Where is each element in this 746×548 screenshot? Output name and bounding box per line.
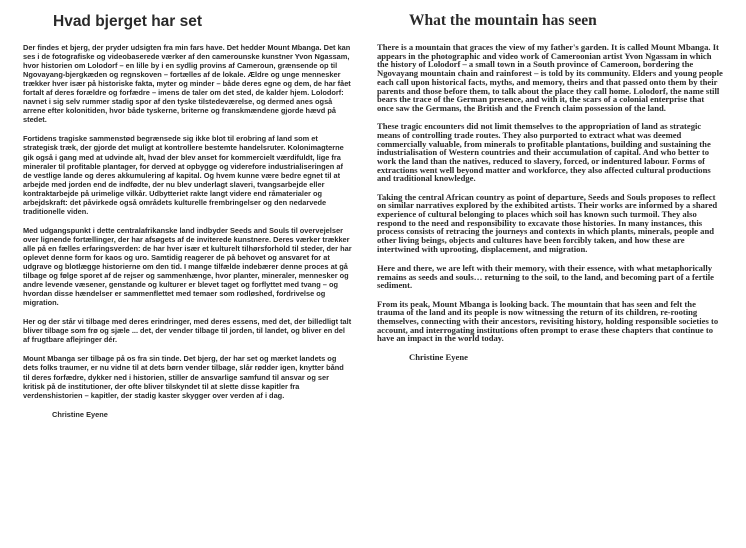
english-paragraph-5: From its peak, Mount Mbanga is looking back. The mountain that has seen and felt the trauma of the land and its people is now witnessing the return of its children, re-rooting themselves, connecting with their ancestors, revisiting history, holding responsible societies to account, and interrogating institutions often prompt to erase these chapters that continue to have an impact in the world today.	[377, 298, 719, 344]
danish-paragraph-5: Mount Mbanga ser tilbage på os fra sin tinde. Det bjerg, der har set og mærket landets og dets folks traumer, er nu vidne til at dets børn vender tilbage, slår rødder igen, knytter bånd til deres forfædre, dykker ned i historien, stiller de ansvarlige samfund til ansvar og ser kritisk på de institutioner, der ofte bliver tilskyndet til at slette disse kapitler fra verdenshistorien – kapitler, der stadig kaster skygger over verden af i dag.	[23, 354, 344, 400]
english-paragraph-1: There is a mountain that graces the view of my father's garden. It is called Mount Mbanga. It appears in the photographic and video work of Cameroonian artist Yvon Ngassam in which the history of Lolodorf – a small town in a South province of Cameroon, bordering the Ngovayang mountain chain and rainforest – is told by its community. Elders and young people each call upon historical facts, myths, and memory, theirs and that passed onto them by their parents and those before them, to talk about the place they call home. Lolodorf, the name still bears the trace of the German presence, and with it, the scars of a colonial enterprise that once saw the Germans, the British and the French claim possession of the land.	[377, 42, 723, 113]
danish-paragraph-4: Her og der står vi tilbage med deres erindringer, med deres essens, med det, der billedligt talt bliver tilbage som frø og sjæle ... det, der vender tilbage til jorden, til landet, og bliver en del af frugtbare aflejringer dér.	[23, 317, 352, 345]
danish-author: Christine Eyene	[52, 409, 108, 419]
english-paragraph-4: Here and there, we are left with their memory, with their essence, with what metaphorically remains as seeds and souls… returning to the soil, to the land, and becoming part of a fertile sediment.	[377, 262, 714, 291]
danish-title: Hvad bjerget har set	[53, 13, 203, 30]
english-paragraph-3: Taking the central African country as point of departure, Seeds and Souls proposes to reflect on similar narratives explored by the exhibited artists. Their works are informed by a shared experience of cultural belonging to places which soil has known such turmoil. They also respond to the need and responsibility to excavate those histories. In many instances, this process consists of retracing the journeys and contexts in which plants, minerals, people and other living beings, objects and cultures have been forcibly taken, and how these are intertwined with uprooting, displacement, and migration.	[377, 191, 718, 254]
english-paragraph-2: These tragic encounters did not limit themselves to the appropriation of land as strategic means of controlling trade routes. They also purported to extract what was deemed commercially valuable, from minerals to profitable plantations, building and sustaining the industrialisation of Western countries and their accumulation of capital. And who better to work the land than the natives, reduced to slavery, forced, or indentured labour. Forms of extractions went well beyond matter and workforce, they also affected cultural productions and traditional knowledge.	[377, 121, 711, 184]
english-author: Christine Eyene	[409, 351, 468, 362]
english-body	[377, 43, 723, 371]
danish-paragraph-2: Fortidens tragiske sammenstød begrænsede sig ikke blot til erobring af land som et strategisk træk, der gjorde det muligt at kontrollere bestemte handelsruter. Kolonimagterne gik også i gang med at udvinde alt, hvad der blev anset for kommercielt værdifuldt, lige fra mineraler til profitable plantager, for derved at opbygge og viderefore industrialiseringen af de vestlige lande og deres akkumulering af kapital. Og hvem kunne være bedre egnet til at arbejde med jorden end de indfødte, der nu blev underlagt slaveri, tvangsarbejde eller kontraktarbejde på urimelige vilkår. Udbytteriet rakte langt videre end råmaterialer og arbejdskraft: det påvirkede også områdets kulturelle frembringelser og den nedarvede traditionelle viden.	[23, 134, 344, 216]
danish-body	[23, 43, 352, 429]
danish-paragraph-3: Med udgangspunkt i dette centralafrikanske land indbyder Seeds and Souls til overvejelser over lignende fortællinger, der har afsøgets af de inviterede kunstnere. Deres værker trækker alle på en fælles erfaringsverden: de har hver især et kulturelt tilhørsforhold til steder, der har oplevet denne form for kaos og uro. Samtidig reagerer de på behovet og ansvaret for at udgrave og blotlægge historierne om den tid. I mange tilfælde indebærer denne proces at gå tilbage og følge sporet af de rejser og sammenhænge, hvor planter, mineraler, mennesker og andre levende væsener, genstande og kulturer er blevet taget og forflyttet med tvang – og hvordan disse hændelser er sammenflettet med temaer som rodløshed, fordrivelse og migration.	[23, 225, 352, 308]
danish-paragraph-1: Der findes et bjerg, der pryder udsigten fra min fars have. Det hedder Mount Mbanga. Det kan ses i de fotografiske og videobaserede værker af den camerounske kunstner Yvon Ngassam, hvor historien om Lolodorf – en lille by i en sydlig provins af Cameroun, grænsende op til Ngovayang-bjergkæden og regnskoven – fortælles af de lokale. Ældre og unge mennesker trækker hver især på historiske fakta, myter og minder – både deres egne og dem, de har fået fortalt af deres forældre og forfædre – imens de taler om det sted, de kalder hjem. Lolodorf: navnet i sig selv rummer stadig spor af den tyske tilstedeværelse, og dermed anes også arrene efter kolonitiden, hvor både tyskerne, briterne og franskmændene gjorde hævd på stedet.	[23, 43, 351, 125]
english-title: What the mountain has seen	[409, 12, 597, 29]
